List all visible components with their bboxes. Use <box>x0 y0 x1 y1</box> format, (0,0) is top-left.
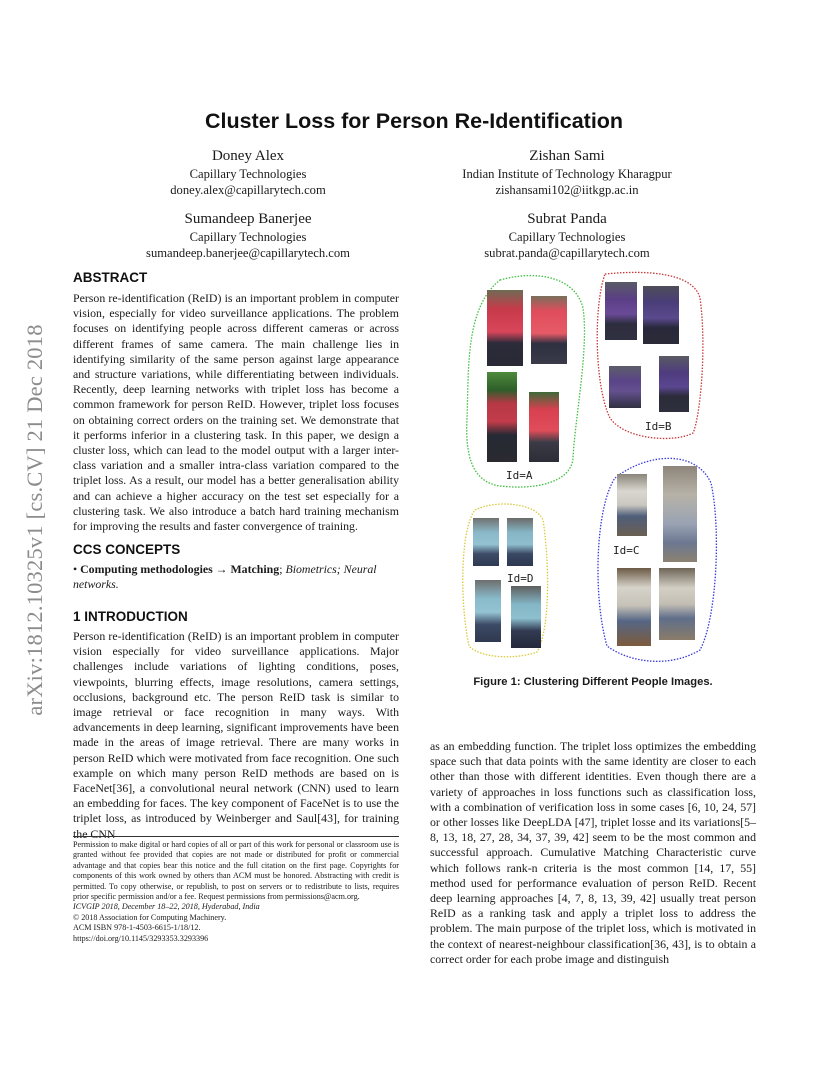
ccs-italic: Biometrics; Neural networks. <box>73 562 377 592</box>
arxiv-identifier: arXiv:1812.10325v1 [cs.CV] 21 Dec 2018 <box>22 323 47 716</box>
person-image-c1 <box>617 474 647 536</box>
ccs-heading: CCS CONCEPTS <box>73 542 181 557</box>
person-image-b1 <box>605 282 637 340</box>
abstract-heading: ABSTRACT <box>73 270 148 285</box>
author-email: doney.alex@capillarytech.com <box>170 183 326 197</box>
abstract-text: Person re-identification (ReID) is an important problem in computer vision, especially for video surveillance applications. The problem focuses on identifying people across different cameras or across different frames of same camera. The main challenge lies in identifying similarity of the same person against large appearance and structure variations, while differentiating between individuals. Recently, deep learning networks with triplet loss has become a common framework for person ReID. However, triplet loss focuses on obtaining correct orders on the training set. We demonstrate that it performs inferior in a clustering task. In this paper, we design a cluster loss, which can lead to the model output with a larger inter-class variation and a smaller intra-class variation compared to the triplet loss. As a result, our model has a better generalisation ability and can achieve a higher accuracy on the test set especially for a clustering task. We also introduce a batch hard training mechanism for improving the results and faster convergence of training. <box>73 291 399 534</box>
figure-caption: Figure 1: Clustering Different People Images. <box>473 676 713 688</box>
arxiv-sidebar <box>22 282 48 757</box>
footnote-block <box>73 840 399 944</box>
ccs-body <box>73 562 399 592</box>
intro-body-right <box>430 739 756 967</box>
author-name: Doney Alex <box>211 148 285 164</box>
abstract-body <box>73 291 399 534</box>
person-image-a1 <box>487 290 523 366</box>
intro-text-right: as an embedding function. The triplet loss optimizes the embedding space such that data points with the same identity are closer to each other than those with different identities. Even though there are a variety of approaches in loss functions such as classification loss, with a combination of verification loss in some cases [6, 10, 24, 57] or other losses like DeepLDA [47], triplet losse and its variations[5–8, 13, 18, 27, 28, 34, 37, 39, 42] seem to be the most common and successful approach. Cumulative Matching Characteristic curve which follows rank-n criteria is the most common [14, 17, 55] method used for performance evaluation of person ReID. Recent deep learning approaches [4, 7, 8, 13, 39, 42] usually treat person ReID as a ranking task and apply a triplet loss to address the problem. The main purpose of the triplet loss, which is motivated in the context of nearest-neighbour classification[36, 43], is to obtain a correct order for each probe image and distinguish <box>430 739 756 966</box>
cluster-c-label: Id=C <box>613 544 640 557</box>
person-image-c3 <box>617 568 651 646</box>
author-email: zishansami102@iitkgp.ac.in <box>495 183 639 197</box>
ccs-bullet: • <box>73 562 78 576</box>
footnote-rule <box>73 836 399 837</box>
author-email: subrat.panda@capillarytech.com <box>484 246 650 260</box>
intro-text-left: Person re-identification (ReID) is an important problem in computer vision especially for video surveillance applications. Major challenges include variations of lighting conditions, poses, viewpoints, blurring effects, image resolutions, camera settings, occlusions, background etc. The person ReID task is similar to image retrieval or face recognition in many ways. With advancements in deep learning, significant improvements have been made in the areas of image retrieval. There are many works in person ReID which were motivated from face recognition. One such example on which many person ReID methods are based on is FaceNet[36], a convolutional neural network (CNN) used to learn an embedding for faces. The key component of FaceNet is to use the triplet loss, as introduced by Weinberger and Saul[43], for training the CNN <box>73 629 399 841</box>
intro-heading: 1 INTRODUCTION <box>73 609 188 624</box>
person-image-d3 <box>475 580 501 642</box>
cluster-c-outline <box>598 458 716 661</box>
figure-1 <box>455 268 735 668</box>
author-block-3 <box>108 210 388 261</box>
person-image-d4 <box>511 586 541 648</box>
author-email: sumandeep.banerjee@capillarytech.com <box>146 246 350 260</box>
ccs-bold: Computing methodologies → Matching <box>80 562 280 576</box>
author-name: Sumandeep Banerjee <box>184 211 312 227</box>
author-affiliation: Capillary Technologies <box>508 230 626 244</box>
person-image-d2 <box>507 518 533 566</box>
author-affiliation: Capillary Technologies <box>189 167 307 181</box>
author-name: Subrat Panda <box>527 211 607 227</box>
intro-body-left <box>73 629 399 842</box>
person-image-a3 <box>487 372 517 462</box>
author-name: Zishan Sami <box>529 148 605 164</box>
doi-line: https://doi.org/10.1145/3293353.3293396 <box>73 933 209 943</box>
cluster-b-label: Id=B <box>645 420 672 433</box>
person-image-b4 <box>659 356 689 412</box>
copyright-line: © 2018 Association for Computing Machinery. <box>73 912 227 922</box>
isbn-line: ACM ISBN 978-1-4503-6615-1/18/12. <box>73 923 201 933</box>
cluster-d-label: Id=D <box>507 572 534 585</box>
author-affiliation: Capillary Technologies <box>189 230 307 244</box>
person-image-a2 <box>531 296 567 364</box>
author-block-1 <box>108 147 388 198</box>
person-image-b3 <box>609 366 641 408</box>
ccs-separator: ; <box>279 562 283 576</box>
author-block-4 <box>427 210 707 261</box>
cluster-a-label: Id=A <box>506 469 533 482</box>
permission-notice: Permission to make digital or hard copies of all or part of this work for personal or classroom use is granted without fee provided that copies are not made or distributed for profit or commercial advantage and that copies bear this notice and the full citation on the first page. Copyrights for components of this work owned by others than ACM must be honored. Abstracting with credit is permitted. To copy otherwise, or republish, to post on servers or to redistribute to lists, requires prior specific permission and/or a fee. Request permissions from permissions@acm.org. <box>73 840 399 902</box>
author-affiliation: Indian Institute of Technology Kharagpur <box>462 167 672 181</box>
person-image-c2 <box>663 466 697 562</box>
venue-line: ICVGIP 2018, December 18–22, 2018, Hyderabad, India <box>73 902 260 912</box>
author-block-2 <box>427 147 707 198</box>
paper-title: Cluster Loss for Person Re-Identification <box>204 109 624 133</box>
person-image-a4 <box>529 392 559 462</box>
person-image-d1 <box>473 518 499 566</box>
person-image-c4 <box>659 568 695 640</box>
person-image-b2 <box>643 286 679 344</box>
